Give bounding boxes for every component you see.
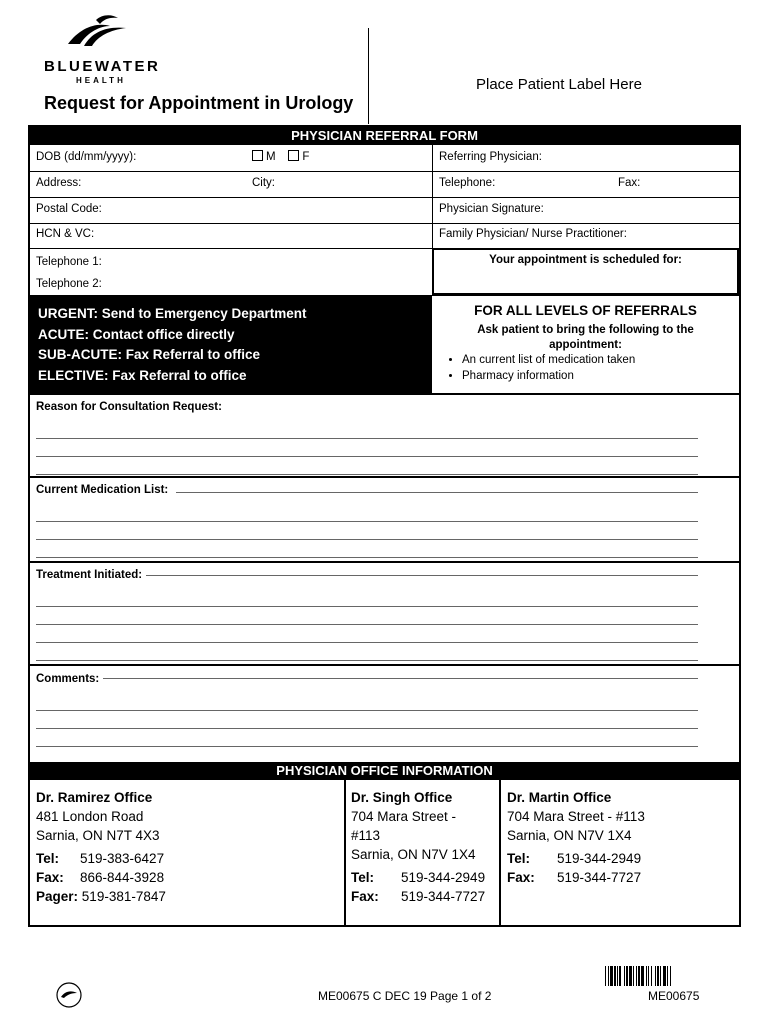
urgency-sub-acute: SUB-ACUTE: Fax Referral to office — [38, 347, 261, 362]
footer-logo-icon — [56, 982, 82, 1008]
office-address: 704 Mara Street - #113 — [507, 809, 645, 824]
city-field[interactable]: City: — [252, 177, 275, 189]
all-levels-section — [434, 303, 737, 353]
bluewater-logo — [40, 14, 160, 84]
dob-field[interactable]: DOB (dd/mm/yyyy): — [36, 151, 137, 163]
sex-f-label: F — [302, 151, 310, 163]
sex-f-checkbox[interactable] — [288, 150, 299, 161]
appointment-scheduled-label: Your appointment is scheduled for: — [489, 254, 682, 266]
patient-label-area: Place Patient Label Here — [476, 76, 642, 93]
footer-code: ME00675 — [648, 989, 700, 1003]
urgency-levels — [30, 296, 432, 393]
sex-m-checkbox[interactable] — [252, 150, 263, 161]
referral-form-bar: PHYSICIAN REFERRAL FORM — [30, 127, 739, 145]
blank-line[interactable] — [36, 522, 698, 540]
blank-line[interactable] — [36, 421, 698, 439]
urgency-elective: ELECTIVE: Fax Referral to office — [38, 367, 247, 383]
physician-telephone-field[interactable]: Telephone: — [439, 177, 496, 189]
office-fax: 519-344-7727 — [557, 870, 642, 885]
treatment-label: Treatment Initiated: — [36, 569, 146, 581]
grid-line — [30, 223, 739, 224]
bring-item: • Pharmacy information — [462, 369, 635, 385]
referral-form — [28, 125, 741, 927]
pager-label: Pager: — [36, 889, 79, 904]
appointment-box — [432, 248, 739, 295]
tel-label: Tel: — [36, 851, 59, 866]
office-city: Sarnia, ON N7V 1X4 — [507, 828, 632, 843]
office-name: Dr. Ramirez Office — [36, 790, 153, 805]
office-name: Dr. Martin Office — [507, 790, 612, 805]
reason-label: Reason for Consultation Request: — [36, 401, 226, 413]
martin-office — [507, 788, 645, 887]
singh-office — [351, 788, 485, 906]
ramirez-office — [36, 788, 166, 906]
telephone-2-field[interactable]: Telephone 2: — [36, 278, 102, 290]
office-name: Dr. Singh Office — [351, 790, 453, 805]
bird-logo-icon — [66, 14, 132, 52]
family-physician-field[interactable]: Family Physician/ Nurse Practitioner: — [439, 228, 627, 240]
blank-line[interactable] — [36, 589, 698, 607]
office-city: Sarnia, ON N7T 4X3 — [36, 828, 160, 843]
office-info-bar: PHYSICIAN OFFICE INFORMATION — [30, 762, 739, 780]
postal-code-field[interactable]: Postal Code: — [36, 203, 102, 215]
blank-line[interactable] — [36, 540, 698, 558]
sex-options — [252, 150, 309, 163]
urgency-urgent: URGENT: Send to Emergency Department — [38, 306, 307, 321]
hcn-field[interactable]: HCN & VC: — [36, 228, 95, 240]
blank-line[interactable] — [36, 693, 698, 711]
section-line — [30, 393, 739, 395]
office-address: 704 Mara Street - — [351, 809, 457, 824]
blank-line[interactable] — [36, 625, 698, 643]
bring-items-list — [434, 353, 635, 384]
barcode-icon — [605, 966, 738, 986]
fax-label: Fax: — [36, 870, 64, 885]
blank-line[interactable] — [36, 729, 698, 747]
office-tel: 519-344-2949 — [557, 851, 642, 866]
office-address-unit: #113 — [351, 828, 381, 843]
office-tel: 519-383-6427 — [80, 851, 165, 866]
org-name: BLUEWATER — [44, 58, 161, 75]
office-divider — [344, 780, 346, 925]
urgency-acute: ACUTE: Contact office directly — [38, 326, 235, 342]
section-line — [30, 664, 739, 666]
section-line — [30, 476, 739, 478]
office-pager: 519-381-7847 — [81, 889, 166, 904]
medication-label: Current Medication List: — [36, 484, 176, 496]
office-fax: 866-844-3928 — [80, 870, 165, 885]
grid-line — [30, 171, 739, 172]
footer-doc-info: ME00675 C DEC 19 Page 1 of 2 — [318, 989, 492, 1003]
blank-line[interactable] — [36, 504, 698, 522]
physician-fax-field[interactable]: Fax: — [618, 177, 641, 189]
ask-patient-text: Ask patient to bring the following to the appointment: — [477, 324, 694, 351]
header-divider — [368, 28, 369, 124]
office-address: 481 London Road — [36, 809, 144, 824]
blank-line[interactable] — [36, 457, 698, 475]
all-levels-heading: FOR ALL LEVELS OF REFERRALS — [474, 303, 697, 318]
org-sub: HEALTH — [76, 76, 126, 85]
blank-line[interactable] — [36, 439, 698, 457]
blank-line[interactable] — [36, 643, 698, 661]
section-line — [30, 561, 739, 563]
sex-m-label: M — [266, 151, 276, 163]
grid-line — [30, 197, 739, 198]
tel-label: Tel: — [351, 870, 374, 885]
office-tel: 519-344-2949 — [401, 870, 486, 885]
office-fax: 519-344-7727 — [401, 889, 486, 904]
office-divider — [499, 780, 501, 925]
telephone-1-field[interactable]: Telephone 1: — [36, 256, 102, 268]
tel-label: Tel: — [507, 851, 530, 866]
fax-label: Fax: — [351, 889, 379, 904]
blank-line[interactable] — [36, 711, 698, 729]
page-title: Request for Appointment in Urology — [44, 93, 354, 113]
referring-physician-field[interactable]: Referring Physician: — [439, 151, 542, 163]
blank-line[interactable] — [36, 607, 698, 625]
address-field[interactable]: Address: — [36, 177, 82, 189]
bring-item: • An current list of medication taken — [462, 353, 635, 369]
office-city: Sarnia, ON N7V 1X4 — [351, 847, 476, 862]
comments-label: Comments: — [36, 673, 103, 685]
physician-signature-field[interactable]: Physician Signature: — [439, 203, 544, 215]
fax-label: Fax: — [507, 870, 535, 885]
